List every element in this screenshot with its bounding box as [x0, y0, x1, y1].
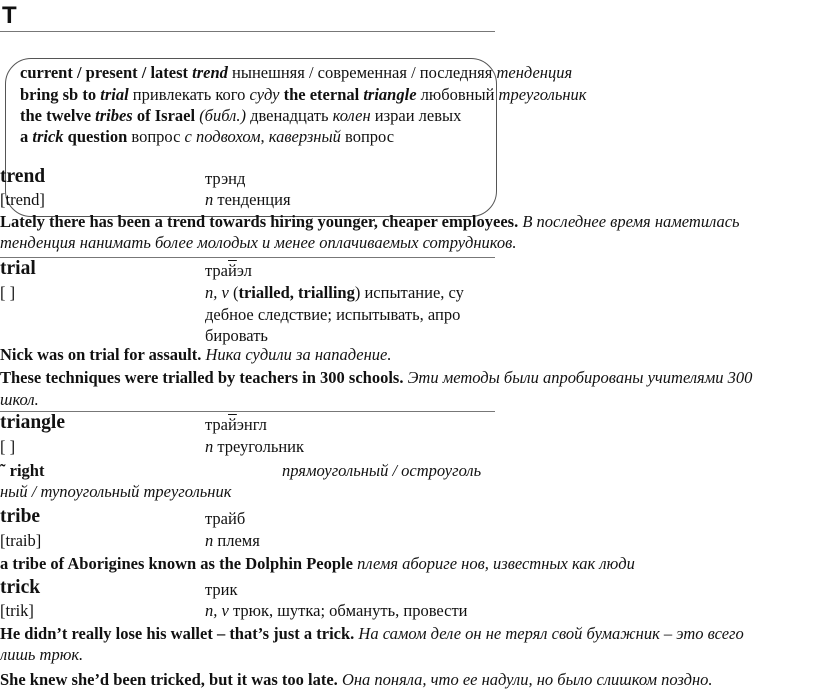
transcr-trend: [0, 190, 45, 210]
text-segment: Lately there has been a trend towards hiring younger, cheaper employees.: [0, 212, 519, 231]
text-segment: n: [205, 437, 214, 456]
text-segment: Nick was on trial for assault.: [0, 345, 202, 364]
text-segment: На самом деле он не терял свой бумажник – это всего: [354, 624, 744, 643]
text-segment: ˜ right: [0, 461, 45, 480]
def-trick: [205, 601, 468, 621]
text-segment: Ника судили за нападение.: [201, 345, 392, 364]
ex-trial-1: [0, 345, 392, 365]
text-segment: Она поняла, что ее надули, но было слишком поздно.: [337, 670, 713, 689]
text-segment: дебное следствие; испытывать, апро: [205, 305, 461, 324]
text-segment: бировать: [205, 326, 268, 345]
text-segment: суду: [249, 85, 280, 104]
headword-tribe: [0, 507, 40, 527]
phrase-trick: [20, 127, 394, 147]
text-segment: (библ.): [195, 106, 246, 125]
text-segment: triangle: [0, 412, 65, 433]
text-segment: трюк, шутка; обмануть, провести: [228, 601, 468, 620]
text-segment: лишь трюк.: [0, 645, 84, 664]
def-trial-3: [205, 326, 268, 346]
text-segment: нынешняя / современная / последняя: [227, 63, 497, 82]
text-segment: tribe: [0, 506, 41, 527]
pron-ru-trial: [205, 261, 252, 281]
transcr-triangle: [0, 437, 15, 457]
pron-ru-trend: [205, 169, 245, 189]
sub-triangle-2: [0, 482, 231, 502]
text-segment: прямоугольный / остроуголь: [282, 461, 482, 480]
text-segment: [traib]: [0, 531, 42, 550]
text-segment: [trik]: [0, 601, 34, 620]
text-segment: trial: [0, 258, 36, 279]
text-segment: тенденция: [496, 63, 573, 82]
text-segment: bring sb to: [20, 85, 101, 104]
text-segment: of Israel: [132, 106, 196, 125]
text-segment: [ ]: [0, 437, 16, 456]
transcr-trial: [0, 283, 15, 303]
text-segment: вопрос: [127, 127, 185, 146]
sub-triangle-1: [0, 461, 44, 481]
text-segment: trend: [0, 166, 46, 187]
pron-ru-tribe: [205, 509, 245, 529]
pron-ru-trick: [205, 580, 238, 600]
text-segment: трик: [205, 580, 238, 599]
divider: [0, 411, 495, 412]
text-segment: трэнд: [205, 169, 246, 188]
text-segment: trick: [0, 577, 41, 598]
text-segment: двенадцать: [245, 106, 333, 125]
ex-trial-3: [0, 390, 39, 410]
text-segment: a: [20, 127, 33, 146]
headword-triangle: [0, 413, 65, 433]
text-segment: ный / тупоугольный треугольник: [0, 482, 232, 501]
text-segment: тра: [205, 415, 228, 434]
def-triangle: [205, 437, 304, 457]
text-segment: треугольник: [498, 85, 587, 104]
text-segment: израи левых: [370, 106, 462, 125]
ex-trend-1: [0, 212, 740, 232]
text-segment: These techniques were trialled by teachers in 300 schools.: [0, 368, 404, 387]
text-segment: й: [228, 415, 237, 434]
text-segment: Эти методы были апробированы учителями 300: [403, 368, 753, 387]
text-segment: тенденция: [213, 190, 291, 209]
transcr-tribe: [0, 531, 41, 551]
text-segment: the eternal: [279, 85, 364, 104]
def-trial-2: [205, 305, 460, 325]
text-segment: ) испытание, су: [354, 283, 464, 302]
text-segment: trial: [100, 85, 129, 104]
sub-triangle-1-tr: [282, 461, 481, 481]
text-segment: с подвохом: [184, 127, 261, 146]
text-segment: В последнее время наметилась: [518, 212, 740, 231]
text-segment: tribes: [95, 106, 133, 125]
text-segment: ,: [260, 127, 269, 146]
headword-trend: [0, 167, 45, 187]
text-segment: n: [205, 190, 214, 209]
text-segment: She knew she’d been tricked, but it was too late.: [0, 670, 338, 689]
text-segment: эл: [236, 261, 252, 280]
text-segment: trialled, trialling: [238, 283, 355, 302]
text-segment: triangle: [363, 85, 417, 104]
text-segment: question: [63, 127, 128, 146]
text-segment: энгл: [236, 415, 267, 434]
text-segment: каверзный: [268, 127, 341, 146]
ex-trend-2: [0, 233, 516, 253]
text-segment: тенденция нанимать более молодых и менее оплачиваемых сотрудников.: [0, 233, 517, 252]
text-segment: й: [228, 261, 237, 280]
text-segment: a tribe of Aborigines known as the Dolphin People: [0, 554, 353, 573]
text-segment: привлекать кого: [128, 85, 250, 104]
phrase-tribes: [20, 106, 461, 126]
ex-trick-2: [0, 645, 83, 665]
text-segment: [trend]: [0, 190, 45, 209]
text-segment: школ.: [0, 390, 39, 409]
text-segment: племя: [213, 531, 260, 550]
text-segment: n: [205, 531, 214, 550]
def-trial-1: [205, 283, 464, 303]
transcr-trick: [0, 601, 34, 621]
ex-tribe: [0, 554, 635, 574]
text-segment: колен: [332, 106, 371, 125]
text-segment: the twelve: [20, 106, 96, 125]
text-segment: вопрос: [340, 127, 395, 146]
ex-trick-1: [0, 624, 744, 644]
def-trend: [205, 190, 291, 210]
text-segment: трайб: [205, 509, 246, 528]
def-tribe: [205, 531, 260, 551]
ex-trial-2: [0, 368, 752, 388]
headword-trial: [0, 259, 36, 279]
divider: [0, 257, 495, 258]
text-segment: [ ]: [0, 283, 16, 302]
divider: [0, 31, 495, 32]
phrase-trial: [20, 85, 586, 105]
text-segment: He didn’t really lose his wallet – that’s just a trick.: [0, 624, 355, 643]
text-segment: (: [228, 283, 239, 302]
text-segment: n, v: [205, 283, 229, 302]
text-segment: current / present / latest: [20, 63, 193, 82]
text-segment: любовный: [416, 85, 499, 104]
text-segment: n, v: [205, 601, 229, 620]
ex-trick-3: [0, 670, 713, 690]
text-segment: тра: [205, 261, 228, 280]
text-segment: племя абориге нов, известных как люди: [352, 554, 635, 573]
phrase-trend: [20, 63, 572, 83]
text-segment: треугольник: [213, 437, 305, 456]
section-letter: T: [2, 2, 17, 29]
pron-ru-triangle: [205, 415, 267, 435]
headword-trick: [0, 578, 40, 598]
text-segment: trend: [192, 63, 228, 82]
text-segment: trick: [32, 127, 64, 146]
